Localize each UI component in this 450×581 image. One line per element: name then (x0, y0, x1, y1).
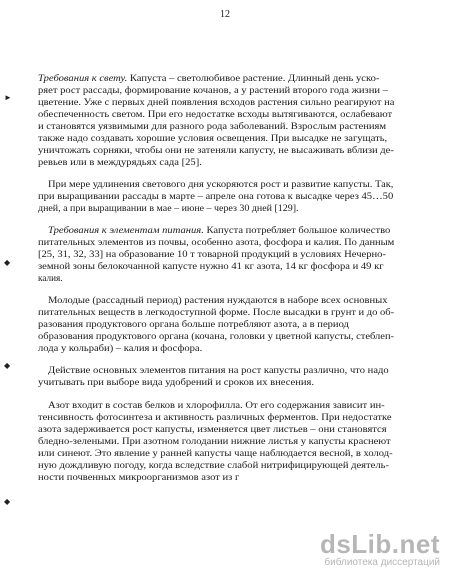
line-text: Капуста потребляет большое количество (203, 225, 391, 235)
line-text: ряет рост рассады, формирование кочанов, а у растений второго года жизни – (38, 85, 388, 95)
text-line (48, 399, 385, 411)
margin-mark-icon: ◆ (4, 497, 11, 506)
text-line (38, 330, 394, 342)
text-line (38, 435, 391, 447)
line-text: Молодые (рассадный период) растения нуждаются в наборе всех основных (48, 295, 388, 305)
line-text: и становятся уязвимыми для разного рода заболеваний. Взрослым растениям (38, 121, 387, 131)
text-line (38, 423, 387, 435)
line-text: ревьев или в междурядьях сада [25]. (38, 157, 202, 167)
line-text: обеспеченность светом. При его недостатке всходы вытягиваются, ослабевают (38, 109, 393, 119)
text-line (48, 294, 388, 306)
text-line (38, 411, 392, 423)
text-line (38, 376, 314, 388)
line-text: [25, 31, 32, 33] на образование 10 т товарной продукций в условиях Нечерно- (38, 249, 386, 259)
text-line (38, 260, 384, 272)
margin-mark-icon: ◆ (4, 361, 11, 370)
text-line (38, 108, 392, 120)
text-line (38, 156, 202, 168)
margin-mark-icon: ► (4, 93, 12, 102)
text-line (38, 306, 394, 318)
line-text: или синеют. Это явление у ранней капусты чаще наблюдается весной, в холод- (38, 448, 393, 458)
text-line (38, 471, 239, 483)
text-line (38, 459, 389, 471)
line-text: также надо создавать хорошие условия освещения. При высадке не загущать, (38, 133, 388, 143)
text-line (38, 248, 386, 260)
text-line (38, 202, 299, 214)
section-heading: Требования к свету. (38, 73, 128, 83)
line-text: образования продуктового органа (кочана, головки у цветной капусты, стеблеп- (38, 331, 395, 341)
line-text: азота задерживается рост капусты, изменяется цвет листьев – они становятся (38, 424, 387, 434)
line-text: лода у кольраби) – калия и фосфора. (38, 343, 203, 353)
watermark (300, 529, 440, 571)
line-text: Действие основных элементов питания на рост капусты различно, что надо (48, 365, 389, 375)
text-line (38, 96, 394, 108)
text-line (38, 447, 393, 459)
text-line (38, 72, 379, 84)
line-text: дней, а при выращивании в мае – июне – через 30 дней [129]. (38, 203, 299, 213)
line-text: ности почвенных микроорганизмов азот из г (38, 472, 240, 482)
page-number: 12 (220, 9, 230, 20)
text-line (38, 236, 394, 248)
line-text: ную дождливую погоду, когда вследствие слабой нитрифицирующей деятель- (38, 460, 389, 470)
text-line (48, 224, 390, 236)
line-text: разования продуктового органа больше потребляют азота, а в период (38, 319, 349, 329)
line-text: Азот входит в состав белков и хлорофилла. От его содержания зависит ин- (48, 400, 385, 410)
text-line (38, 132, 387, 144)
text-line (38, 84, 388, 96)
text-line (38, 144, 394, 156)
text-line (48, 178, 393, 190)
line-text: Капуста – светолюбивое растение. Длинный день уско- (127, 73, 380, 83)
text-line (38, 190, 393, 202)
line-text: При мере удлинения светового дня ускоряются рост и развитие капусты. Так, (48, 179, 394, 189)
line-text: учитывать при выборе вида удобрений и сроков их внесения. (38, 377, 315, 387)
margin-mark-icon: ◆ (4, 258, 11, 267)
line-text: земной зоны белокочанной капусте нужно 41 кг азота, 14 кг фосфора и 49 кг (38, 261, 384, 271)
section-heading: Требования к элементам питания. (48, 225, 204, 235)
line-text: при выращивании рассады в марте – апреле она готова к высадке через 45…50 (38, 191, 394, 201)
text-line (38, 318, 349, 330)
line-text: питательных элементов из почвы, особенно азота, фосфора и калия. По данным (38, 237, 395, 247)
line-text: калия. (38, 273, 63, 283)
text-line (38, 342, 202, 354)
text-line (48, 364, 389, 376)
line-text: тенсивность фотосинтеза и активность различных ферментов. При недостатке (38, 412, 392, 422)
line-text: бледно-зелеными. При азотном голодании нижние листья у капусты краснеют (38, 436, 391, 446)
line-text: цветение. Уже с первых дней появления всходов растения сильно реагируют на (38, 97, 395, 107)
text-line (38, 120, 386, 132)
watermark-logo: dsLib.net (319, 529, 440, 559)
line-text: уничтожать сорняки, чтобы они не затеняли капусту, не высаживать вблизи де- (38, 145, 394, 155)
text-line (38, 272, 63, 284)
watermark-subtitle: библиотека диссертаций (324, 557, 440, 568)
line-text: питательных веществ в легкодоступной форме. После высадки в грунт и до об- (38, 307, 395, 317)
